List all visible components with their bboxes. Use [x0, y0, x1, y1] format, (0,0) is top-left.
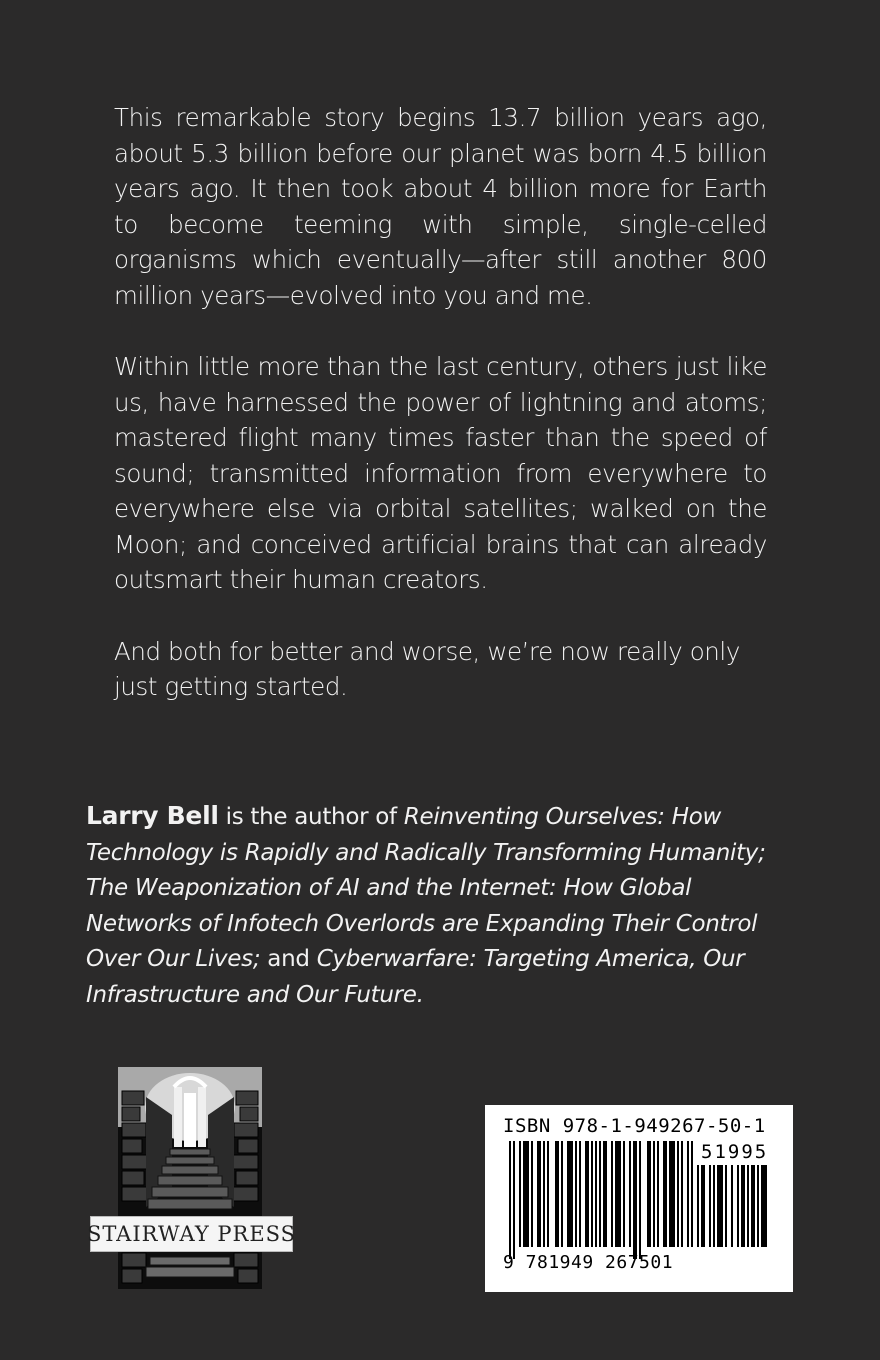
- barcode-bar: [615, 1141, 621, 1247]
- barcode-bar: [585, 1141, 589, 1247]
- isbn-number: ISBN 978-1-949267-50-1: [503, 1115, 766, 1137]
- barcode-bar: [663, 1141, 667, 1247]
- barcode-bar: [531, 1141, 533, 1247]
- barcode-bar: [523, 1141, 529, 1247]
- barcode-bar: [567, 1141, 573, 1247]
- barcode-bar: [519, 1141, 521, 1247]
- barcode-bar: [513, 1141, 515, 1259]
- barcode-bar: [731, 1165, 733, 1247]
- back-cover-blurb: [114, 100, 767, 741]
- barcode-bar: [737, 1165, 739, 1247]
- isbn-barcode: [485, 1105, 793, 1292]
- barcode-bar: [687, 1141, 689, 1247]
- barcode-bar: [599, 1141, 601, 1247]
- barcode-bar: [741, 1165, 745, 1247]
- barcode-bar: [725, 1165, 727, 1247]
- price-code: 51995: [701, 1141, 769, 1163]
- ean-barcode-bars: [509, 1141, 693, 1259]
- barcode-bar: [603, 1141, 607, 1247]
- barcode-bar: [747, 1165, 749, 1247]
- addon-barcode-bars: [697, 1165, 773, 1259]
- barcode-bar: [691, 1141, 693, 1247]
- stairway-logo-icon: [90, 1067, 295, 1289]
- barcode-bar: [751, 1165, 755, 1247]
- publisher-name: STAIRWAY PRESS: [86, 1222, 297, 1246]
- barcode-bar: [761, 1165, 767, 1247]
- author-name: Larry Bell: [86, 801, 219, 830]
- barcode-bar: [647, 1141, 651, 1247]
- barcode-bar: [561, 1141, 563, 1247]
- barcode-bar: [709, 1165, 711, 1247]
- barcode-bar: [639, 1141, 641, 1259]
- bio-text-1: is the author of: [218, 804, 404, 830]
- bio-text-2: and: [260, 946, 317, 972]
- barcode-bar: [611, 1141, 613, 1247]
- bio-book-cyberwarfare: Cyberwarfare: Targeting America, Our Infrastructure and Our Future.: [86, 946, 745, 1008]
- barcode-bar: [543, 1141, 545, 1247]
- publisher-name-plate: [86, 1216, 297, 1252]
- barcode-bar: [629, 1141, 631, 1247]
- barcode-bar: [757, 1165, 759, 1247]
- barcode-bar: [537, 1141, 541, 1247]
- barcode-bar: [713, 1165, 715, 1247]
- barcode-bar: [595, 1141, 597, 1247]
- blurb-paragraph-3: And both for better and worse, we’re now really only just getting started.: [114, 636, 740, 701]
- blurb-paragraph-1: This remarkable story begins 13.7 billion years ago, about 5.3 billion before our planet was born 4.5 billion years ago. It then took about 4 billion more for Earth to become teeming with simple, single-celled organisms which eventually—after still another 800 million years—evolved into you and me.: [114, 103, 767, 310]
- blurb-paragraph-2: Within little more than the last century, others just like us, have harnessed the power of lightning and atoms; mastered flight many times faster than the speed of sound; transmitted information from everywhere to everywhere else via orbital satellites; walked on the Moon; and conceived artificial brains that can already outsmart their human creators.: [114, 352, 767, 594]
- barcode-bar: [547, 1141, 549, 1247]
- author-bio: [86, 798, 798, 1013]
- barcode-bar: [633, 1141, 637, 1259]
- barcode-bar: [697, 1165, 699, 1247]
- barcode-bar: [669, 1141, 675, 1247]
- barcode-bar: [555, 1141, 559, 1247]
- barcode-bar: [579, 1141, 581, 1247]
- barcode-bar: [575, 1141, 577, 1247]
- barcode-bar: [591, 1141, 593, 1247]
- barcode-bar: [509, 1141, 511, 1259]
- bio-book-list: Reinventing Ourselves: How Technology is Rapidly and Radically Transforming Humanity; The Weaponization of AI and the Internet: How Global Networks of Infotech Overlords are Expanding Their Control Over Our Lives;: [86, 804, 766, 972]
- barcode-bar: [701, 1165, 705, 1247]
- barcode-bar: [681, 1141, 683, 1247]
- barcode-digits: 9 781949 267501: [503, 1252, 674, 1273]
- barcode-bar: [653, 1141, 655, 1247]
- barcode-bar: [677, 1141, 679, 1247]
- publisher-logo: [86, 1067, 297, 1289]
- barcode-bar: [657, 1141, 659, 1247]
- barcode-bar: [623, 1141, 625, 1247]
- barcode-bar: [717, 1165, 723, 1247]
